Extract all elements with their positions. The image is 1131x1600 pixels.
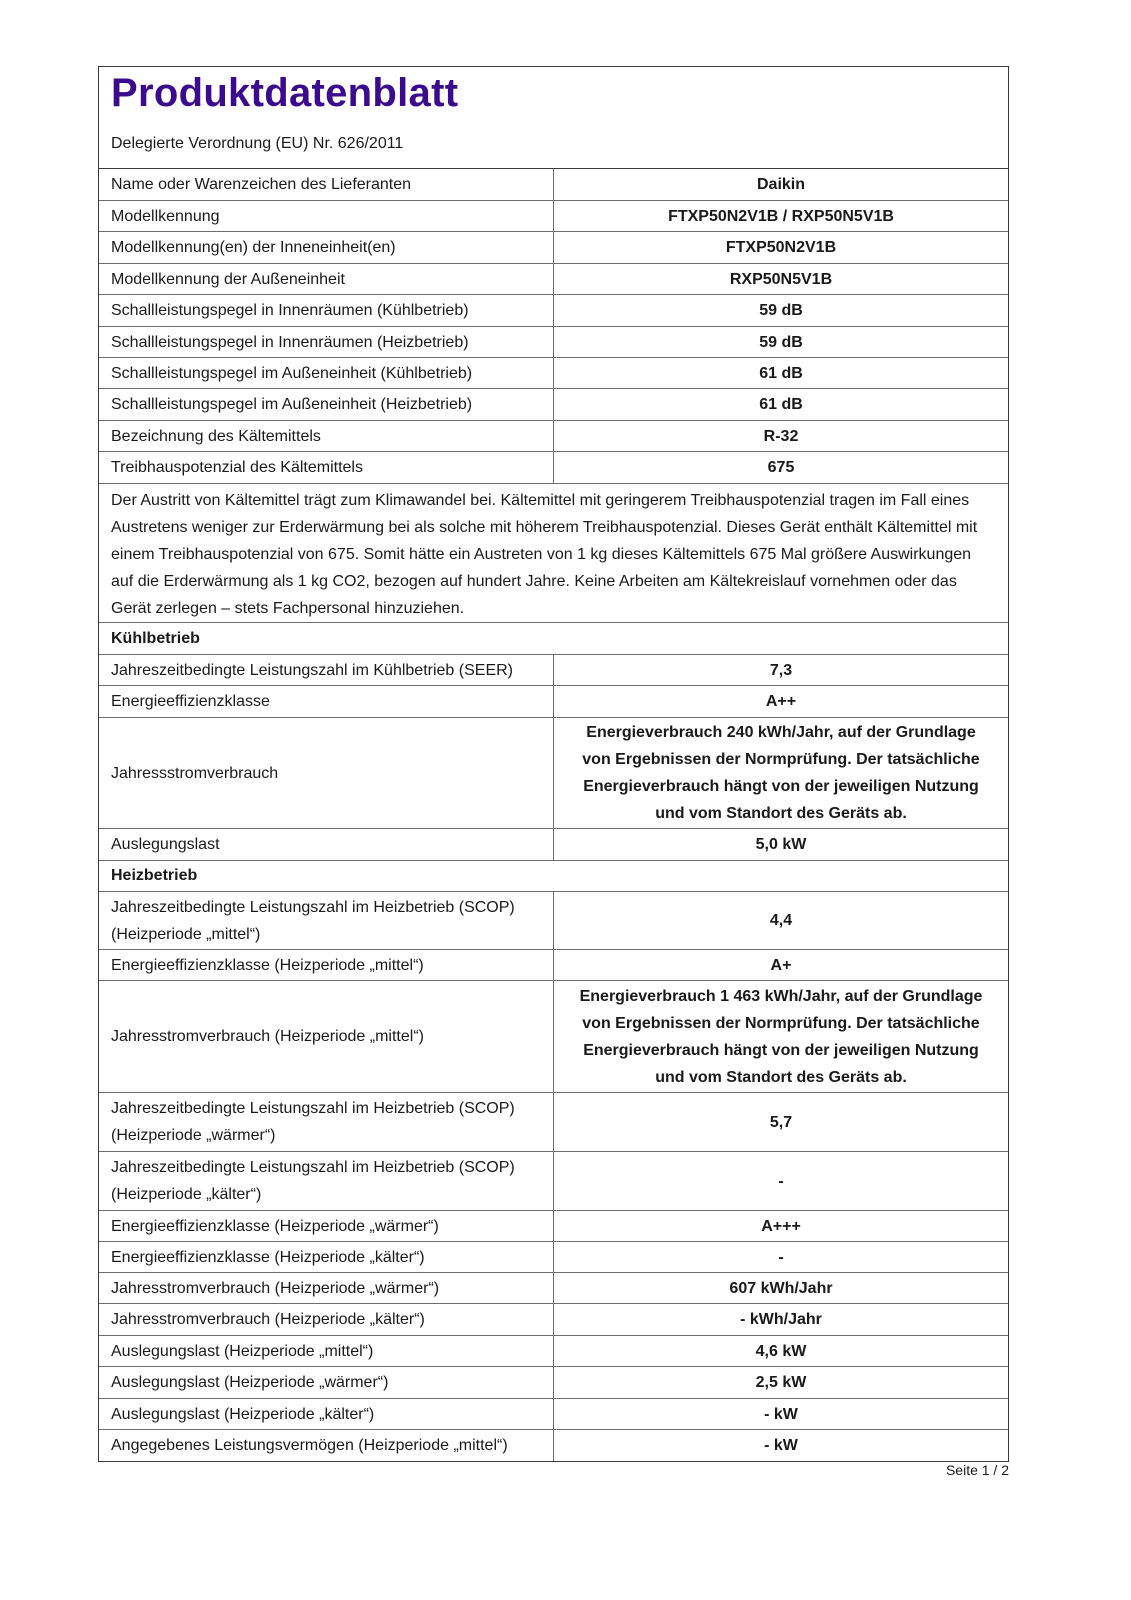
row-value: 675 <box>767 459 795 476</box>
row-label: Jahreszeitbedingte Leistungszahl im Heizbetrieb (SCOP) (Heizperiode „wärmer“) <box>99 1093 554 1151</box>
row-value: A++ <box>765 693 797 710</box>
row-label: Jahresstromverbrauch (Heizperiode „wärmer“) <box>99 1273 554 1303</box>
row-label: Modellkennung(en) der Inneneinheit(en) <box>99 232 554 263</box>
row-value: - <box>778 1172 784 1190</box>
table-row <box>99 1430 1008 1461</box>
table-row <box>99 892 1008 950</box>
table-row <box>99 950 1008 981</box>
table-row <box>99 421 1008 452</box>
table-row <box>99 655 1008 686</box>
row-value: 5,0 kW <box>755 836 807 853</box>
row-value: - <box>778 1248 784 1266</box>
row-value: Energieverbrauch 240 kWh/Jahr, auf der Grundlage von Ergebnissen der Normprüfung. Der tatsächliche Energieverbrauch hängt von der jeweiligen Nutzung und vom Standort des Geräts ab. <box>582 724 980 822</box>
page-number: Seite 1 / 2 <box>945 1462 1009 1478</box>
row-label: Auslegungslast <box>99 829 554 860</box>
row-label: Jahreszeitbedingte Leistungszahl im Heizbetrieb (SCOP) (Heizperiode „mittel“) <box>99 892 554 949</box>
row-label: Jahressstromverbrauch <box>99 718 554 828</box>
section-title: Heizbetrieb <box>111 867 198 884</box>
table-row <box>99 1367 1008 1399</box>
table-row <box>99 1211 1008 1242</box>
table-row <box>99 452 1008 484</box>
row-value: FTXP50N2V1B / RXP50N5V1B <box>668 207 894 225</box>
row-label: Auslegungslast (Heizperiode „kälter“) <box>99 1399 554 1429</box>
row-label: Schallleistungspegel in Innenräumen (Kühlbetrieb) <box>99 295 554 326</box>
table-row <box>99 327 1008 358</box>
row-value: 4,6 kW <box>755 1342 807 1360</box>
row-value: Daikin <box>756 176 805 193</box>
product-data-sheet <box>98 66 1009 1462</box>
row-label: Jahreszeitbedingte Leistungszahl im Kühlbetrieb (SEER) <box>99 655 554 685</box>
row-label: Energieeffizienzklasse (Heizperiode „kälter“) <box>99 1242 554 1272</box>
row-value: 5,7 <box>769 1113 793 1131</box>
table-row <box>99 389 1008 421</box>
table-row <box>99 1093 1008 1152</box>
row-value: RXP50N5V1B <box>729 270 833 288</box>
table-row <box>99 1273 1008 1304</box>
row-label: Auslegungslast (Heizperiode „mittel“) <box>99 1336 554 1366</box>
row-value: - kWh/Jahr <box>740 1311 822 1328</box>
row-label: Angegebenes Leistungsvermögen (Heizperiode „mittel“) <box>99 1430 554 1461</box>
row-value: Energieverbrauch 1 463 kWh/Jahr, auf der Grundlage von Ergebnissen der Normprüfung. Der tatsächliche Energieverbrauch hängt von der jeweiligen Nutzung und vom Standort des Geräts ab. <box>579 987 983 1086</box>
table-row <box>99 981 1008 1093</box>
regulation-reference: Delegierte Verordnung (EU) Nr. 626/2011 <box>111 135 404 152</box>
row-value: - kW <box>764 1437 798 1454</box>
row-label: Modellkennung der Außeneinheit <box>99 264 554 294</box>
section-header-cooling <box>99 623 1008 655</box>
row-value: 2,5 kW <box>755 1374 807 1391</box>
table-row <box>99 1399 1008 1430</box>
row-label: Schallleistungspegel im Außeneinheit (Kühlbetrieb) <box>99 358 554 388</box>
table-row <box>99 201 1008 232</box>
row-label: Schallleistungspegel im Außeneinheit (Heizbetrieb) <box>99 389 554 420</box>
table-row <box>99 1152 1008 1211</box>
row-label: Jahreszeitbedingte Leistungszahl im Heizbetrieb (SCOP) (Heizperiode „kälter“) <box>99 1152 554 1210</box>
row-label: Jahresstromverbrauch (Heizperiode „kälter“) <box>99 1304 554 1335</box>
row-label: Treibhauspotenzial des Kältemittels <box>99 452 554 483</box>
row-value: FTXP50N2V1B <box>725 239 837 256</box>
row-value: 59 dB <box>759 333 803 351</box>
row-label: Schallleistungspegel in Innenräumen (Heizbetrieb) <box>99 327 554 357</box>
table-row <box>99 686 1008 718</box>
row-value: 61 dB <box>759 396 803 413</box>
table-row <box>99 264 1008 295</box>
row-label: Energieeffizienzklasse (Heizperiode „mittel“) <box>99 950 554 980</box>
row-value: A+++ <box>761 1217 801 1235</box>
row-value: A+ <box>770 956 792 974</box>
row-label: Energieeffizienzklasse <box>99 686 554 717</box>
table-row <box>99 358 1008 389</box>
row-value: 607 kWh/Jahr <box>729 1279 833 1297</box>
table-row <box>99 718 1008 829</box>
refrigerant-notice: Der Austritt von Kältemittel trägt zum Klimawandel bei. Kältemittel mit geringerem Treibhauspotenzial tragen im Fall eines Austretens weniger zur Erderwärmung bei als solche mit höherem Treibhauspotenzial. Dieses Gerät enthält Kältemittel mit einem Treibhauspotenzial von 675. Somit hätte ein Austreten von 1 kg dieses Kältemittels 675 Mal größere Auswirkungen auf die Erderwärmung als 1 kg CO2, bezogen auf hundert Jahre. Keine Arbeiten am Kältekreislauf vornehmen oder das Gerät zerlegen – stets Fachpersonal hinzuziehen. <box>111 492 978 617</box>
row-label: Bezeichnung des Kältemittels <box>99 421 554 451</box>
row-value: R-32 <box>763 427 799 445</box>
row-label: Jahresstromverbrauch (Heizperiode „mittel“) <box>99 981 554 1092</box>
row-label: Energieeffizienzklasse (Heizperiode „wärmer“) <box>99 1211 554 1241</box>
refrigerant-notice-row <box>99 484 1008 623</box>
page-title: Produktdatenblatt <box>111 71 459 115</box>
table-row <box>99 1242 1008 1273</box>
row-value: 4,4 <box>769 912 793 929</box>
row-label: Modellkennung <box>99 201 554 231</box>
table-row <box>99 829 1008 861</box>
sheet-header <box>99 67 1008 169</box>
table-row <box>99 169 1008 201</box>
section-header-heating <box>99 861 1008 892</box>
row-label: Name oder Warenzeichen des Lieferanten <box>99 169 554 200</box>
row-value: 7,3 <box>769 661 793 679</box>
table-row <box>99 1304 1008 1336</box>
table-row <box>99 1336 1008 1367</box>
row-label: Auslegungslast (Heizperiode „wärmer“) <box>99 1367 554 1398</box>
table-row <box>99 295 1008 327</box>
section-title: Kühlbetrieb <box>111 629 200 647</box>
row-value: 59 dB <box>759 302 803 319</box>
table-row <box>99 232 1008 264</box>
row-value: - kW <box>764 1405 798 1423</box>
row-value: 61 dB <box>759 364 803 382</box>
